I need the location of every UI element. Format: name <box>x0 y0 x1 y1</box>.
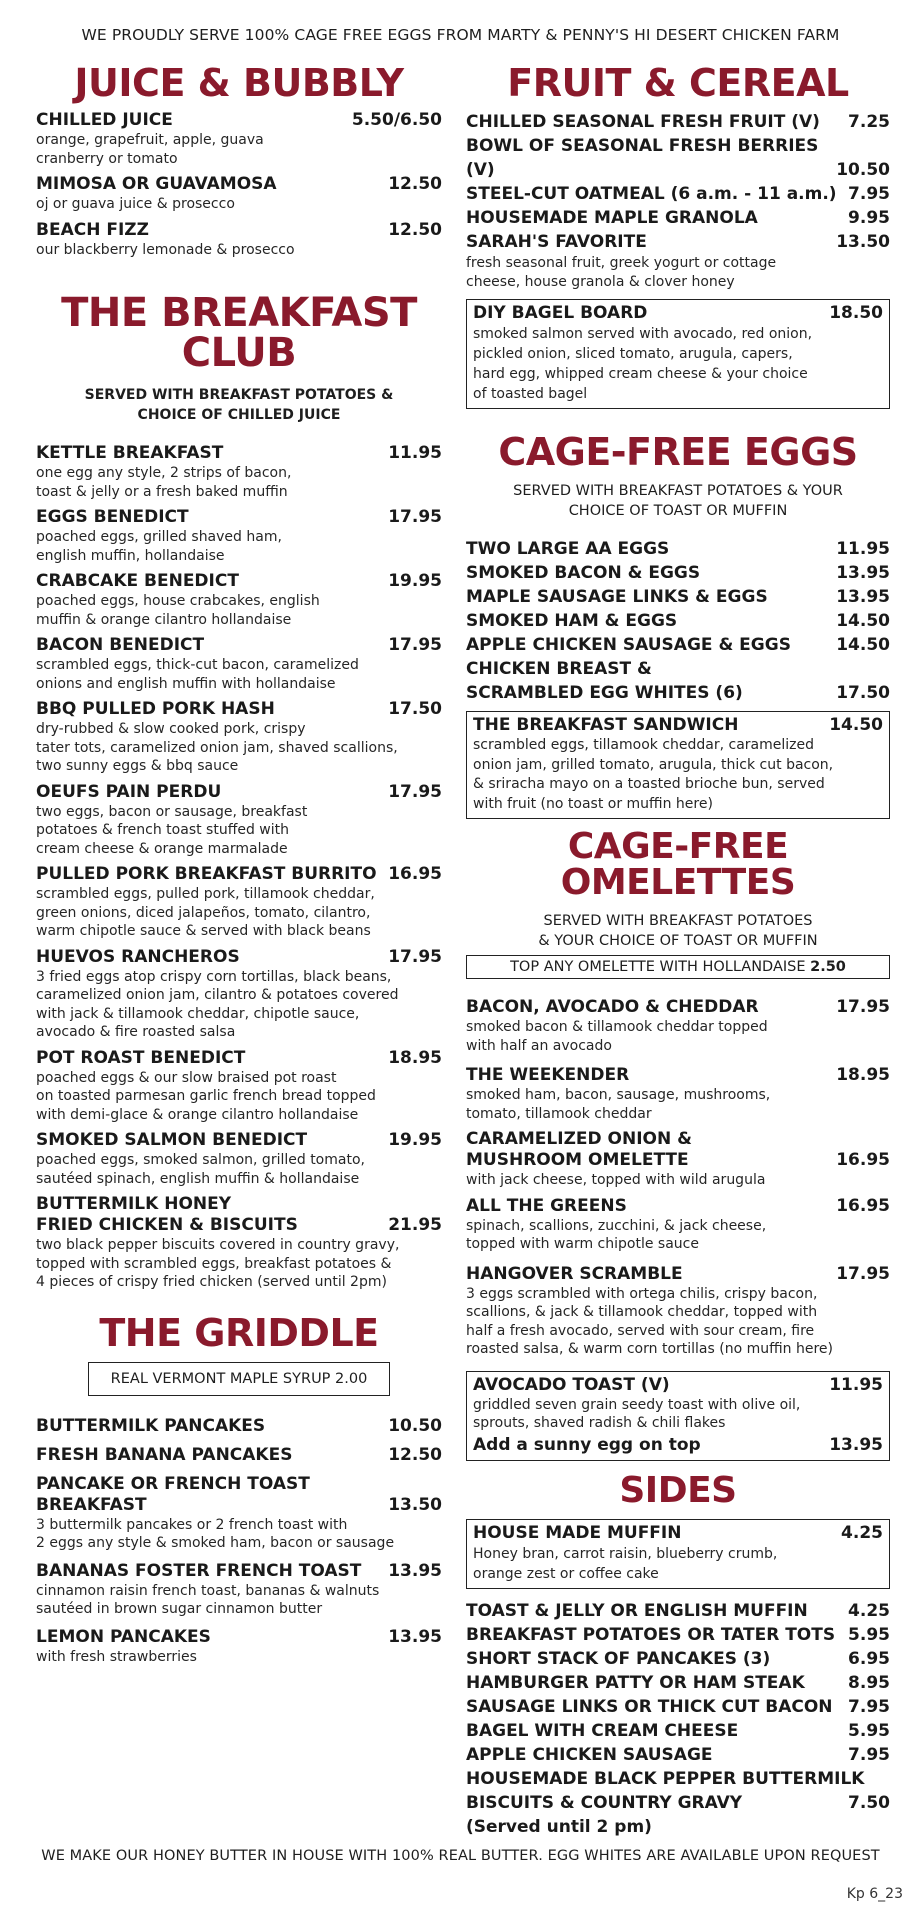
item-name: BUTTERMILK PANCAKES <box>36 1415 266 1436</box>
item-name: SAUSAGE LINKS OR THICK CUT BACON <box>466 1696 833 1717</box>
item-description: 3 eggs scrambled with ortega chilis, crispy bacon, scallions, & jack & tillamook cheddar, topped with half a fresh avocado, served with sour cream, fire roasted salsa, & warm corn tortillas (no muffin here) <box>466 1285 833 1357</box>
item-description: one egg any style, 2 strips of bacon, toast & jelly or a fresh baked muffin <box>36 465 292 500</box>
item-name: HOUSEMADE BLACK PEPPER BUTTERMILK <box>466 1768 865 1789</box>
item-price: 11.95 <box>829 1374 883 1395</box>
item-name: STEEL-CUT OATMEAL (6 a.m. - 11 a.m.) <box>466 184 837 204</box>
menu-item <box>36 443 442 501</box>
item-name: SHORT STACK OF PANCAKES (3) <box>466 1648 771 1669</box>
item-description: smoked bacon & tillamook cheddar topped with half an avocado <box>466 1019 768 1054</box>
item-name: BACON, AVOCADO & CHEDDAR <box>466 997 759 1017</box>
eggs-subtitle: SERVED WITH BREAKFAST POTATOES & YOUR CHOICE OF TOAST OR MUFFIN <box>513 483 843 519</box>
menu-item-biscuits <box>466 1767 890 1839</box>
item-name: BREAKFAST POTATOES OR TATER TOTS <box>466 1624 836 1645</box>
sarah-description: fresh seasonal fruit, greek yogurt or cottage cheese, house granola & clover honey <box>466 255 777 290</box>
item-name: APPLE CHICKEN SAUSAGE <box>466 1744 713 1765</box>
item-name: THE BREAKFAST SANDWICH <box>473 715 739 735</box>
menu-item <box>36 1627 442 1667</box>
breakfast-club-subtitle: SERVED WITH BREAKFAST POTATOES & CHOICE OF CHILLED JUICE <box>84 387 394 423</box>
item-price: 5.95 <box>848 1720 890 1741</box>
item-price: 13.95 <box>836 563 890 583</box>
item-description: poached eggs, grilled shaved ham, english muffin, hollandaise <box>36 529 282 564</box>
item-price: 11.95 <box>388 443 442 463</box>
sides-title: SIDES <box>619 1469 737 1511</box>
item-name: MAPLE SAUSAGE LINKS & EGGS <box>466 587 768 607</box>
eggs-list <box>466 537 890 657</box>
eggs-title: CAGE-FREE EGGS <box>498 430 858 474</box>
item-name: CRABCAKE BENEDICT <box>36 571 239 591</box>
item-description: 3 buttermilk pancakes or 2 french toast with 2 eggs any style & smoked ham, bacon or sausage <box>36 1516 395 1551</box>
item-name: HANGOVER SCRAMBLE <box>466 1263 683 1284</box>
omelettes-list-2 <box>466 1196 890 1359</box>
item-price: 4.25 <box>841 1522 883 1543</box>
breakfast-club-title: THE BREAKFAST CLUB <box>61 290 417 376</box>
item-name: APPLE CHICKEN SAUSAGE & EGGS <box>466 635 791 655</box>
right-column <box>466 62 890 1839</box>
menu-item <box>36 1561 442 1619</box>
item-price: 13.50 <box>388 1494 442 1515</box>
item-description: our blackberry lemonade & prosecco <box>36 241 295 258</box>
menu-item <box>36 1474 442 1553</box>
item-price: 5.50/6.50 <box>351 110 442 130</box>
item-name: TOAST & JELLY OR ENGLISH MUFFIN <box>466 1600 808 1621</box>
menu-item <box>466 997 890 1055</box>
menu-item <box>36 571 442 629</box>
item-description: with jack cheese, topped with wild arugula <box>466 1172 766 1188</box>
item-description: scrambled eggs, tillamook cheddar, caramelized onion jam, grilled tomato, arugula, thick cut bacon, & sriracha mayo on a toasted brioche bun, served with fruit (no toast or muffin here) <box>473 737 834 812</box>
item-price: 18.95 <box>836 1065 890 1085</box>
item-price: 17.95 <box>836 1263 890 1284</box>
item-price: 5.95 <box>848 1624 890 1645</box>
item-description: poached eggs, smoked salmon, grilled tomato, sautéed spinach, english muffin & hollandaise <box>36 1152 365 1187</box>
menu-item <box>36 1416 442 1437</box>
item-name: BACON BENEDICT <box>36 635 205 655</box>
item-price: 16.95 <box>388 864 442 884</box>
item-name: FRIED CHICKEN & BISCUITS <box>36 1215 298 1235</box>
menu-item <box>36 782 442 859</box>
fruit-list <box>466 110 890 254</box>
item-price: 6.95 <box>848 1648 890 1669</box>
menu-code: Kp 6_23 <box>846 1886 903 1902</box>
menu-item <box>466 134 890 182</box>
item-name: SMOKED SALMON BENEDICT <box>36 1130 308 1150</box>
house-muffin-box <box>466 1519 890 1589</box>
item-price: 7.50 <box>848 1792 890 1813</box>
item-price: 11.95 <box>836 539 890 559</box>
item-description: scrambled eggs, thick-cut bacon, caramelized onions and english muffin with hollandaise <box>36 657 359 692</box>
item-name: HUEVOS RANCHEROS <box>36 946 240 967</box>
menu-item <box>466 1719 890 1743</box>
item-name: PULLED PORK BREAKFAST BURRITO <box>36 864 377 884</box>
menu-item <box>36 220 442 260</box>
menu-item <box>466 585 890 609</box>
item-description: dry-rubbed & slow cooked pork, crispy tater tots, caramelized onion jam, shaved scallions, two sunny eggs & bbq sauce <box>36 721 398 774</box>
item-price: 9.95 <box>848 208 890 228</box>
item-price: 13.95 <box>388 1626 442 1647</box>
menu-item <box>36 110 442 168</box>
menu-item-caramelized-onion <box>466 1129 890 1190</box>
item-description: griddled seven grain seedy toast with olive oil, sprouts, shaved radish & chili flakes <box>473 1396 801 1431</box>
addon-price: 13.95 <box>829 1434 883 1455</box>
item-price: 7.95 <box>848 1696 890 1717</box>
item-name: HOUSEMADE MAPLE GRANOLA <box>466 208 758 228</box>
menu-item <box>36 507 442 565</box>
menu-item <box>466 110 890 134</box>
item-price: 14.50 <box>836 635 890 655</box>
item-price: 13.95 <box>388 1560 442 1581</box>
item-name: SCRAMBLED EGG WHITES (6) <box>466 683 743 703</box>
item-price: 18.50 <box>829 303 883 323</box>
addon-label: Add a sunny egg on top <box>473 1434 701 1455</box>
item-name: CHILLED JUICE <box>36 110 173 130</box>
item-price: 17.95 <box>388 781 442 802</box>
item-price: 10.50 <box>388 1415 442 1436</box>
top-banner: WE PROUDLY SERVE 100% CAGE FREE EGGS FROM MARTY & PENNY'S HI DESERT CHICKEN FARM <box>81 26 840 44</box>
item-name: BAGEL WITH CREAM CHEESE <box>466 1720 739 1741</box>
item-name: LEMON PANCAKES <box>36 1626 211 1647</box>
item-name: SARAH'S FAVORITE <box>466 232 647 252</box>
item-price: 19.95 <box>388 1130 442 1150</box>
item-price: 7.95 <box>848 184 890 204</box>
item-price: 14.50 <box>836 611 890 631</box>
item-price: 12.50 <box>388 219 442 240</box>
item-name: BISCUITS & COUNTRY GRAVY <box>466 1792 743 1813</box>
item-price: 12.50 <box>388 1444 442 1465</box>
served-until-note: (Served until 2 pm) <box>466 1816 652 1837</box>
menu-item <box>466 182 890 206</box>
menu-item-fried-chicken <box>36 1194 442 1292</box>
item-name: BBQ PULLED PORK HASH <box>36 699 275 719</box>
bottom-banner: WE MAKE OUR HONEY BUTTER IN HOUSE WITH 100% REAL BUTTER. EGG WHITES ARE AVAILABLE UPON REQUEST <box>41 1848 880 1864</box>
item-description: spinach, scallions, zucchini, & jack cheese, topped with warm chipotle sauce <box>466 1217 767 1252</box>
item-description: smoked salmon served with avocado, red onion, pickled onion, sliced tomato, arugula, capers, hard egg, whipped cream cheese & your choice of toasted bagel <box>473 326 813 402</box>
menu-item <box>466 1196 890 1254</box>
item-price: 17.50 <box>836 683 890 703</box>
item-name: TWO LARGE AA EGGS <box>466 539 670 559</box>
item-price: 17.50 <box>388 699 442 719</box>
item-name: BUTTERMILK HONEY <box>36 1194 232 1214</box>
omelettes-title: CAGE-FREE OMELETTES <box>560 826 796 903</box>
item-description: cinnamon raisin french toast, bananas & walnuts sautéed in brown sugar cinnamon butter <box>36 1582 380 1617</box>
hollandaise-note: TOP ANY OMELETTE WITH HOLLANDAISE 2.50 <box>466 955 890 979</box>
omelettes-subtitle: SERVED WITH BREAKFAST POTATOES & YOUR CHOICE OF TOAST OR MUFFIN <box>538 913 818 949</box>
item-description: poached eggs, house crabcakes, english muffin & orange cilantro hollandaise <box>36 593 320 628</box>
item-description: scrambled eggs, pulled pork, tillamook cheddar, green onions, diced jalapeños, tomato, cilantro, warm chipotle sauce & served with black beans <box>36 886 375 939</box>
left-column <box>36 62 442 1666</box>
menu-item <box>36 699 442 776</box>
item-name: CHICKEN BREAST & <box>466 659 652 679</box>
item-name: FRESH BANANA PANCAKES <box>36 1444 293 1465</box>
item-name: SMOKED BACON & EGGS <box>466 563 701 583</box>
item-name: BOWL OF SEASONAL FRESH BERRIES (V) <box>466 136 819 180</box>
menu-item-chicken-breast <box>466 657 890 705</box>
item-price: 14.50 <box>829 715 883 735</box>
menu-item <box>36 635 442 693</box>
item-price: 17.95 <box>388 635 442 655</box>
griddle-title: THE GRIDDLE <box>99 1310 379 1355</box>
menu-item <box>36 1130 442 1188</box>
item-price: 10.50 <box>836 160 890 180</box>
item-price: 7.95 <box>848 1744 890 1765</box>
item-price: 16.95 <box>836 1195 890 1216</box>
menu-item <box>466 206 890 230</box>
menu-item <box>466 1599 890 1623</box>
item-price: 17.95 <box>388 507 442 527</box>
item-description: 3 fried eggs atop crispy corn tortillas, black beans, caramelized onion jam, cilantro & potatoes covered with jack & tillamook cheddar, chipotle sauce, avocado & fire roasted salsa <box>36 968 399 1040</box>
menu-item <box>466 1264 890 1359</box>
item-price: 13.95 <box>836 587 890 607</box>
menu-item <box>466 1623 890 1647</box>
item-name: ALL THE GREENS <box>466 1195 627 1216</box>
item-description: two black pepper biscuits covered in country gravy, topped with scrambled eggs, breakfast potatoes & 4 pieces of crispy fried chicken (served until 2pm) <box>36 1237 400 1290</box>
item-price: 8.95 <box>848 1672 890 1693</box>
item-price: 17.95 <box>836 997 890 1017</box>
breakfast-club-list <box>36 443 442 1188</box>
item-name: POT ROAST BENEDICT <box>36 1047 246 1068</box>
item-price: 7.25 <box>848 112 890 132</box>
fruit-title: FRUIT & CEREAL <box>507 61 849 105</box>
menu-item <box>466 1695 890 1719</box>
item-name: HOUSE MADE MUFFIN <box>473 1522 682 1543</box>
juice-title: JUICE & BUBBLY <box>74 61 404 105</box>
item-description: poached eggs & our slow braised pot roast on toasted parmesan garlic french bread topped with demi-glace & orange cilantro hollandaise <box>36 1069 376 1123</box>
item-name: CARAMELIZED ONION & <box>466 1129 692 1149</box>
menu-item <box>36 947 442 1042</box>
avocado-toast-box <box>466 1371 890 1461</box>
item-name: EGGS BENEDICT <box>36 507 189 527</box>
item-price: 12.50 <box>388 174 442 194</box>
item-name: HAMBURGER PATTY OR HAM STEAK <box>466 1672 805 1693</box>
item-name: BANANAS FOSTER FRENCH TOAST <box>36 1560 362 1581</box>
item-price: 4.25 <box>848 1600 890 1621</box>
menu-item <box>466 1671 890 1695</box>
item-description: orange, grapefruit, apple, guava cranberry or tomato <box>36 132 264 167</box>
item-name: AVOCADO TOAST (V) <box>473 1374 670 1395</box>
menu-item <box>466 230 890 254</box>
item-price: 16.95 <box>836 1150 890 1170</box>
item-name: MUSHROOM OMELETTE <box>466 1150 689 1170</box>
item-price: 19.95 <box>388 571 442 591</box>
item-name: DIY BAGEL BOARD <box>473 303 648 323</box>
omelettes-list <box>466 997 890 1123</box>
menu-item <box>466 609 890 633</box>
juice-list <box>36 110 442 259</box>
sides-list <box>466 1599 890 1767</box>
item-name: KETTLE BREAKFAST <box>36 443 224 463</box>
menu-item <box>466 1743 890 1767</box>
item-description: two eggs, bacon or sausage, breakfast potatoes & french toast stuffed with cream cheese & orange marmalade <box>36 803 308 857</box>
menu-item <box>466 561 890 585</box>
menu-item <box>466 633 890 657</box>
menu-item <box>36 1445 442 1466</box>
item-name: CHILLED SEASONAL FRESH FRUIT (V) <box>466 112 820 132</box>
item-name: MIMOSA OR GUAVAMOSA <box>36 174 277 194</box>
menu-item <box>466 1647 890 1671</box>
item-price: 17.95 <box>388 946 442 967</box>
item-name: OEUFS PAIN PERDU <box>36 781 222 802</box>
bagel-board-box <box>466 299 890 409</box>
menu-item <box>36 864 442 941</box>
menu-item <box>36 1048 442 1125</box>
griddle-list <box>36 1416 442 1667</box>
breakfast-sandwich-box <box>466 711 890 819</box>
item-description: Honey bran, carrot raisin, blueberry crumb, orange zest or coffee cake <box>473 1545 778 1582</box>
item-price: 13.50 <box>836 232 890 252</box>
item-description: oj or guava juice & prosecco <box>36 196 235 212</box>
menu-item <box>466 537 890 561</box>
item-price: 18.95 <box>388 1047 442 1068</box>
item-description: smoked ham, bacon, sausage, mushrooms, tomato, tillamook cheddar <box>466 1087 771 1122</box>
item-name: SMOKED HAM & EGGS <box>466 611 678 631</box>
menu-item <box>466 1065 890 1123</box>
item-price: 21.95 <box>388 1215 442 1235</box>
menu-item <box>36 174 442 214</box>
item-name: BEACH FIZZ <box>36 219 149 240</box>
item-name: THE WEEKENDER <box>466 1065 630 1085</box>
syrup-note: REAL VERMONT MAPLE SYRUP 2.00 <box>88 1362 390 1396</box>
item-description: with fresh strawberries <box>36 1648 197 1665</box>
item-name: PANCAKE OR FRENCH TOAST BREAKFAST <box>36 1473 310 1515</box>
